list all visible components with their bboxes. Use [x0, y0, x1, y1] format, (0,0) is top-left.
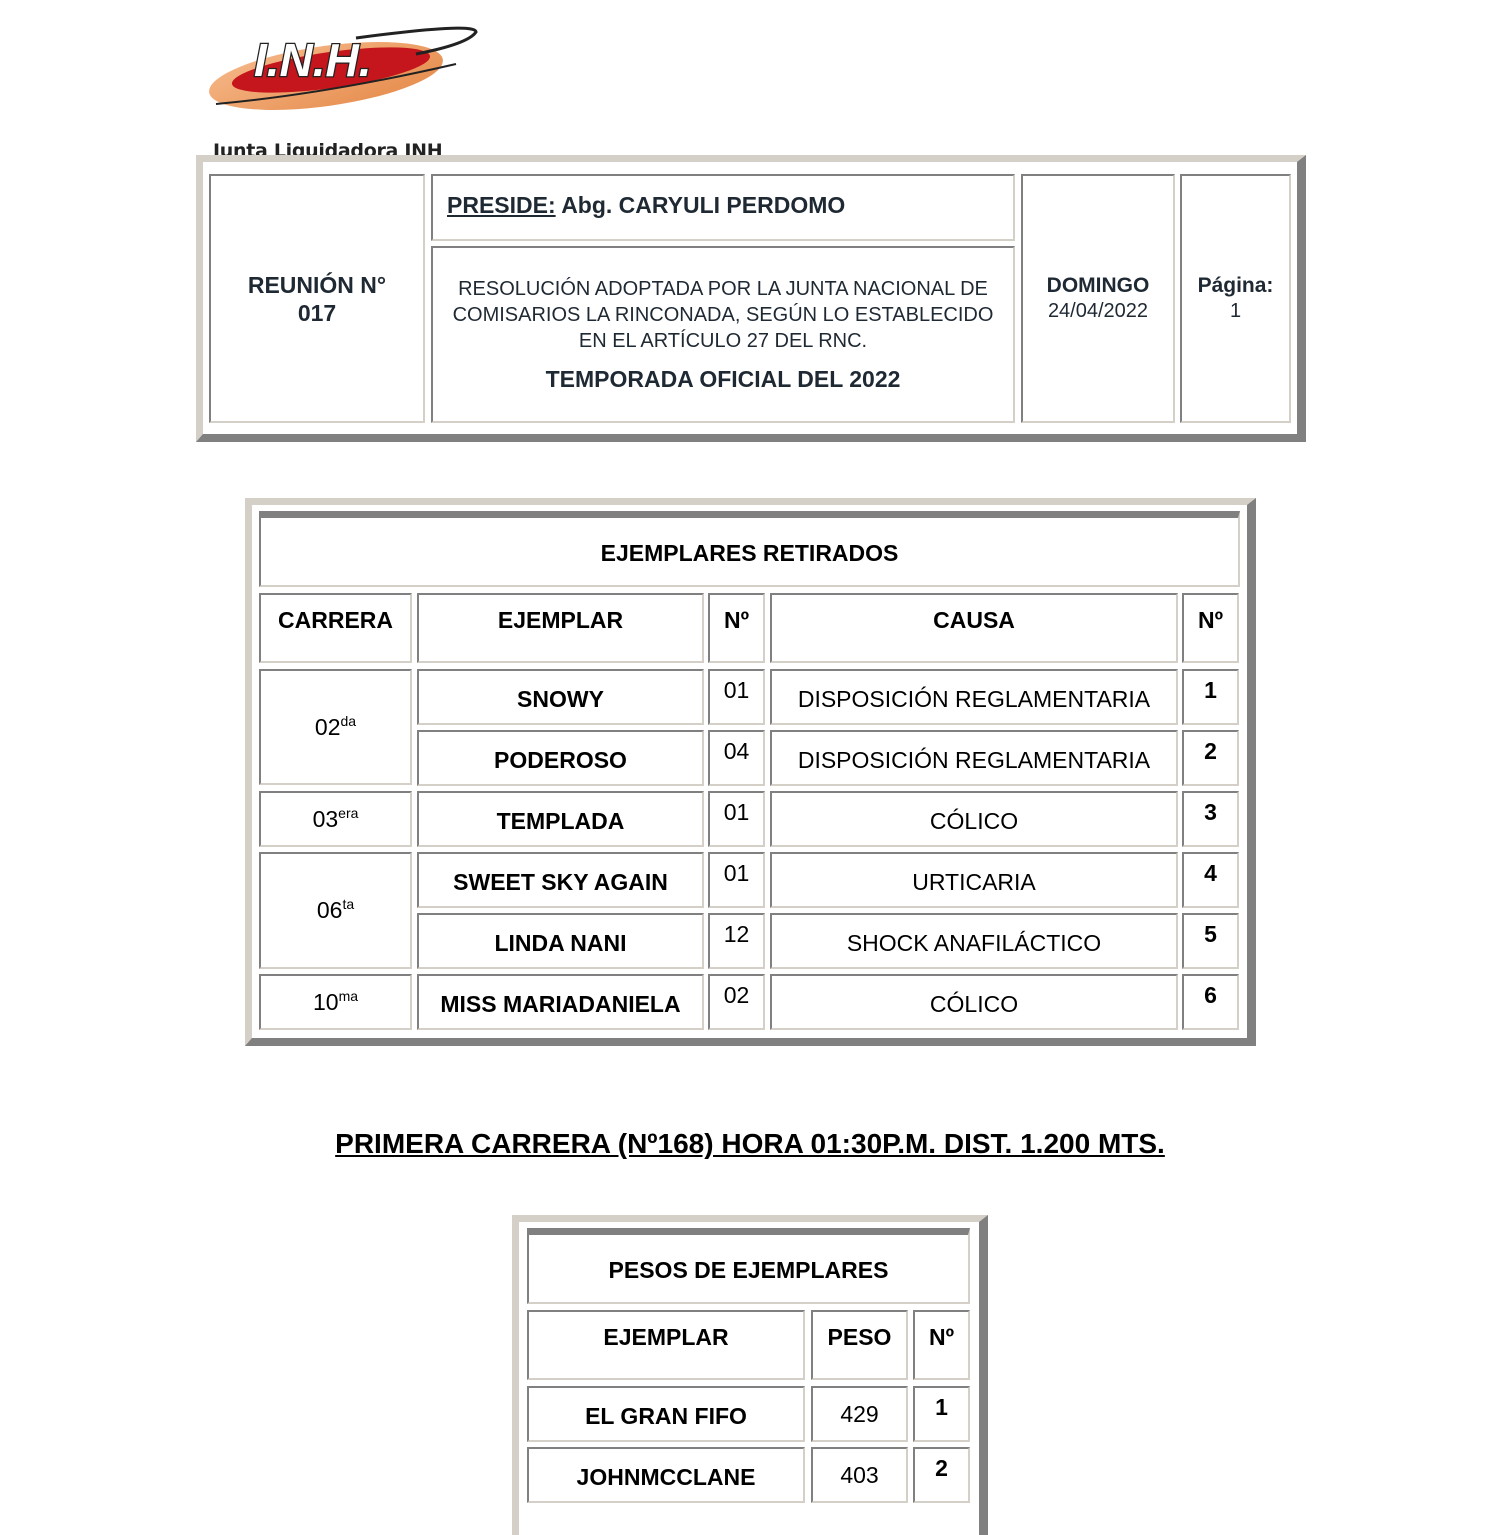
- date-value: 24/04/2022: [1047, 300, 1149, 322]
- withdrawal-index: 4: [1182, 852, 1239, 908]
- horse-name: LINDA NANI: [417, 913, 704, 969]
- horse-number: 01: [708, 852, 765, 908]
- horse-name: MISS MARIADANIELA: [417, 974, 704, 1030]
- weights-table: [512, 1215, 988, 1535]
- horse-name: SNOWY: [417, 669, 704, 725]
- horse-weight: 429: [811, 1386, 908, 1442]
- withdrawal-index: 2: [1182, 730, 1239, 786]
- withdrawal-index: 1: [1182, 669, 1239, 725]
- column-header-carrera: CARRERA: [259, 593, 412, 663]
- preside-cell: [431, 174, 1015, 241]
- organization-name: Junta Liquidadora INH: [213, 140, 443, 162]
- horse-number: 12: [708, 913, 765, 969]
- reunion-label: REUNIÓN N°: [247, 271, 387, 298]
- weights-title-text: PESOS DE EJEMPLARES: [608, 1257, 889, 1283]
- reunion-number: 017: [297, 299, 337, 326]
- column-header-peso: PESO: [811, 1310, 908, 1380]
- horse-name: PODEROSO: [417, 730, 704, 786]
- horse-name: JOHNMCCLANE: [527, 1447, 805, 1503]
- race-label: $03^{era}$: [312, 804, 359, 832]
- withdrawal-cause: DISPOSICIÓN REGLAMENTARIA: [770, 669, 1178, 725]
- inh-logo: [206, 24, 486, 162]
- date-cell: [1021, 174, 1175, 423]
- preside-line: [447, 192, 845, 219]
- horse-number: 01: [708, 791, 765, 847]
- page-label: Página:: [1197, 274, 1274, 297]
- column-header-causa: CAUSA: [770, 593, 1178, 663]
- season-title: TEMPORADA OFICIAL DEL 2022: [545, 366, 901, 392]
- day-label: DOMINGO: [1046, 274, 1150, 297]
- page-cell: [1180, 174, 1291, 423]
- header-table: [196, 155, 1306, 442]
- withdrawal-cause: URTICARIA: [770, 852, 1178, 908]
- weights-table-title: [527, 1228, 970, 1304]
- race-section-title: PRIMERA CARRERA (Nº168) HORA 01:30P.M. DIST. 1.200 MTS.: [335, 1128, 1165, 1159]
- column-header-ejemplar: EJEMPLAR: [417, 593, 704, 663]
- column-header-n: Nº: [913, 1310, 970, 1380]
- retired-table: [245, 498, 1256, 1046]
- withdrawal-cause: SHOCK ANAFILÁCTICO: [770, 913, 1178, 969]
- inh-logo-text: I.N.H.: [254, 34, 372, 86]
- horse-number: 02: [708, 974, 765, 1030]
- horse-name: SWEET SKY AGAIN: [417, 852, 704, 908]
- race-label: $10^{ma}$: [312, 987, 359, 1015]
- race-label: $06^{ta}$: [316, 896, 355, 923]
- withdrawal-index: 5: [1182, 913, 1239, 969]
- preside-name: Abg. CARYULI PERDOMO: [561, 192, 846, 218]
- retired-table-title: [259, 511, 1240, 587]
- horse-name: EL GRAN FIFO: [527, 1386, 805, 1442]
- race-cell: [259, 669, 412, 785]
- horse-number: 04: [708, 730, 765, 786]
- resolution-cell: [431, 246, 1015, 423]
- horse-index: 2: [913, 1447, 970, 1503]
- page-number: 1: [1229, 300, 1242, 322]
- horse-index: 1: [913, 1386, 970, 1442]
- column-header-ejemplar: EJEMPLAR: [527, 1310, 805, 1380]
- race-cell: [259, 974, 412, 1030]
- withdrawal-cause: CÓLICO: [770, 791, 1178, 847]
- withdrawal-cause: CÓLICO: [770, 974, 1178, 1030]
- withdrawal-cause: DISPOSICIÓN REGLAMENTARIA: [770, 730, 1178, 786]
- race-cell: [259, 852, 412, 969]
- column-header-n: Nº: [1182, 593, 1239, 663]
- withdrawal-index: 6: [1182, 974, 1239, 1030]
- withdrawal-index: 3: [1182, 791, 1239, 847]
- retired-title-text: EJEMPLARES RETIRADOS: [600, 540, 899, 566]
- inh-logo-graphic: [206, 24, 486, 116]
- race-cell: [259, 791, 412, 847]
- reunion-cell: [209, 174, 425, 423]
- column-header-numero: Nº: [708, 593, 765, 663]
- resolution-text: RESOLUCIÓN ADOPTADA POR LA JUNTA NACIONAL DE COMISARIOS LA RINCONADA, SEGÚN LO ESTABLECIDO EN EL ARTÍCULO 27 DEL RNC.: [452, 278, 994, 352]
- horse-name: TEMPLADA: [417, 791, 704, 847]
- horse-number: 01: [708, 669, 765, 725]
- race-label: $02^{da}$: [314, 712, 357, 740]
- preside-label: PRESIDE:: [447, 192, 556, 218]
- horse-weight: 403: [811, 1447, 908, 1503]
